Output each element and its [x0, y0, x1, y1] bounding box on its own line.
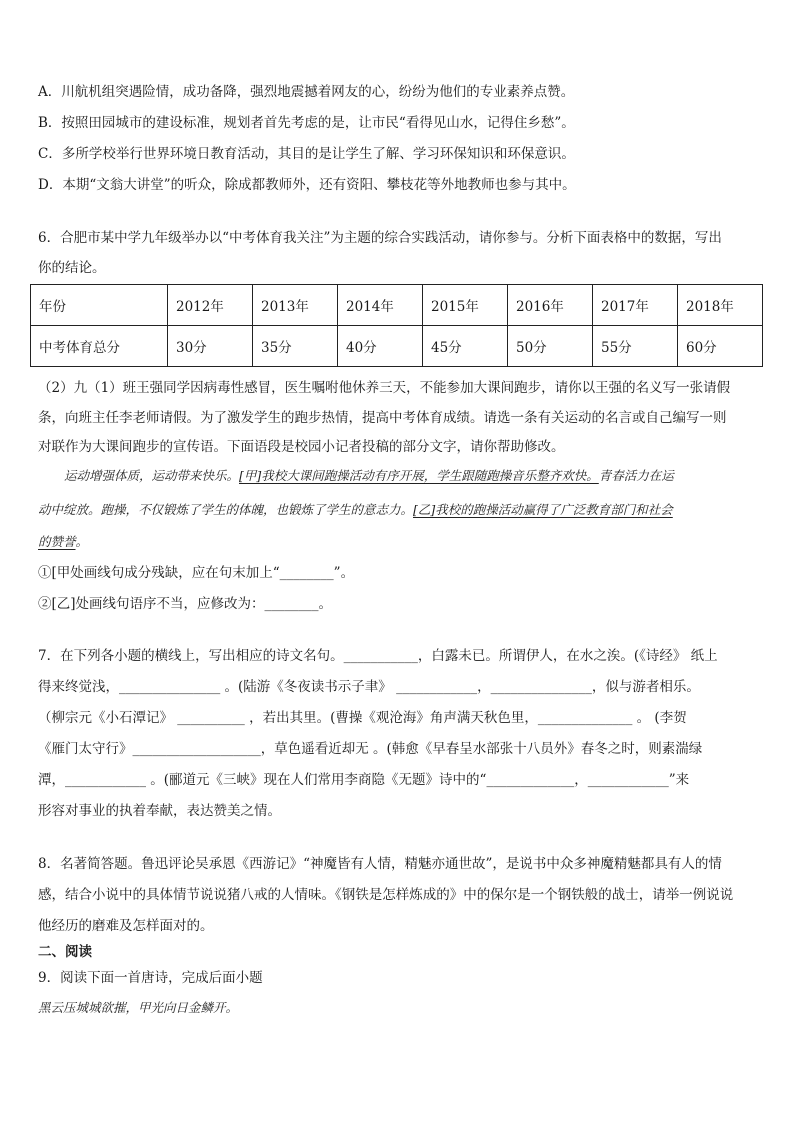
q5-option-c: C．多所学校举行世界环境日教育活动，其目的是让学生了解、学习环保知识和环保意识。 [38, 146, 575, 162]
q7-line6: 形容对事业的执着奉献，表达赞美之情。 [38, 803, 281, 819]
table-cell: 30分 [168, 326, 253, 367]
q7-line1: 7．在下列各小题的横线上，写出相应的诗文名句。___________，白露未已。所谓伊人，在水之涘。(《诗经》 纸上 [38, 648, 718, 664]
q6-prompt-line2: 你的结论。 [38, 260, 106, 276]
q8-line2: 感，结合小说中的具体情节说说猪八戒的人情味。《钢铁是怎样炼成的》中的保尔是一个钢铁般的战士，请举一例说说 [38, 887, 734, 903]
table-cell: 35分 [253, 326, 338, 367]
table-row [31, 326, 763, 367]
pe-score-table [30, 284, 763, 367]
table-cell: 2014年 [338, 285, 423, 326]
q5-option-a: A．川航机组突遇险情，成功备降，强烈地震撼着网友的心，纷纷为他们的专业素养点赞。 [38, 84, 575, 100]
q6-fix-jia: ①[甲处画线句成分残缺，应在句末加上“________”。 [38, 565, 355, 581]
q5-option-b: B．按照田园城市的建设标准，规划者首先考虑的是，让市民“看得见山水，记得住乡愁”。 [38, 115, 575, 131]
q7-line5: 潭，____________ 。(郦道元《三峡》现在人们常用李商隐《无题》诗中的“_____________，____________”来 [38, 772, 690, 788]
table-cell: 2017年 [593, 285, 678, 326]
table-header-year: 年份 [31, 285, 168, 326]
passage-underline-jia: [甲]我校大课间跑操活动有序开展，学生跟随跑操音乐整齐欢快。 [239, 468, 599, 483]
table-cell: 60分 [678, 326, 763, 367]
table-cell: 45分 [423, 326, 508, 367]
q7-line2: 得来终觉浅，_______________ 。(陆游《冬夜读书示子聿》 ____________，_______________，似与游者相乐。 [38, 679, 700, 695]
passage-text: 。 [75, 534, 89, 549]
q6-part2-line2: 条，向班主任李老师请假。为了激发学生的跑步热情，提高中考体育成绩。请选一条有关运动的名言或自己编写一则 [38, 410, 727, 426]
q9-poem-line1: 黑云压城城欲摧，甲光向日金鳞开。 [38, 1000, 239, 1015]
q6-prompt-line1: 6．合肥市某中学九年级举办以“中考体育我关注”为主题的综合实践活动，请你参与。分析下面表格中的数据，写出 [38, 230, 722, 246]
table-cell: 2015年 [423, 285, 508, 326]
table-cell: 2012年 [168, 285, 253, 326]
table-header-score: 中考体育总分 [31, 326, 168, 367]
table-cell: 40分 [338, 326, 423, 367]
handwritten-passage-line1 [64, 466, 760, 486]
passage-text: 运动增强体质，运动带来快乐。 [64, 468, 240, 483]
handwritten-passage-line2 [38, 500, 760, 520]
passage-underline-yi-end: 的赞誉 [38, 534, 76, 549]
table-cell: 50分 [508, 326, 593, 367]
q6-part2-line3: 对联作为大课间跑步的宣传语。下面语段是校园小记者投稿的部分文字，请你帮助修改。 [38, 439, 565, 455]
q6-part2-line1: （2）九（1）班王强同学因病毒性感冒，医生嘱咐他休养三天，不能参加大课间跑步，请你以王强的名义写一张请假 [38, 380, 731, 396]
q7-line3: （柳宗元《小石潭记》 __________ ，若出其里。(曹操《观沧海》角声满天秋色里，______________ 。 (李贺 [38, 710, 687, 726]
table-cell: 2018年 [678, 285, 763, 326]
q7-line4: 《雁门太守行》___________________，草色遥看近却无 。(韩愈《早春呈水部张十八员外》春冬之时，则素湍绿 [38, 741, 703, 757]
q6-fix-yi: ②[乙]处画线句语序不当，应修改为：________。 [38, 596, 333, 612]
table-cell: 55分 [593, 326, 678, 367]
table-cell: 2013年 [253, 285, 338, 326]
section-heading-reading: 二、阅读 [38, 944, 92, 960]
q5-option-d: D．本期“文翁大讲堂”的听众，除成都教师外，还有资阳、攀枝花等外地教师也参与其中。 [38, 177, 576, 193]
passage-text: 青春活力在运 [598, 468, 674, 483]
passage-text: 动中绽放。跑操，不仅锻炼了学生的体魄，也锻炼了学生的意志力。 [38, 502, 414, 517]
q9-prompt: 9．阅读下面一首唐诗，完成后面小题 [38, 970, 263, 986]
q8-line1: 8．名著简答题。鲁迅评论吴承恩《西游记》“神魔皆有人情，精魅亦通世故”，是说书中众多神魔精魅都具有人的情 [38, 856, 722, 872]
table-cell: 2016年 [508, 285, 593, 326]
q8-line3: 他经历的磨难及怎样面对的。 [38, 918, 214, 934]
passage-underline-yi: [乙]我校的跑操活动赢得了广泛教育部门和社会 [413, 502, 673, 517]
table-row [31, 285, 763, 326]
handwritten-passage-line3 [38, 532, 760, 552]
